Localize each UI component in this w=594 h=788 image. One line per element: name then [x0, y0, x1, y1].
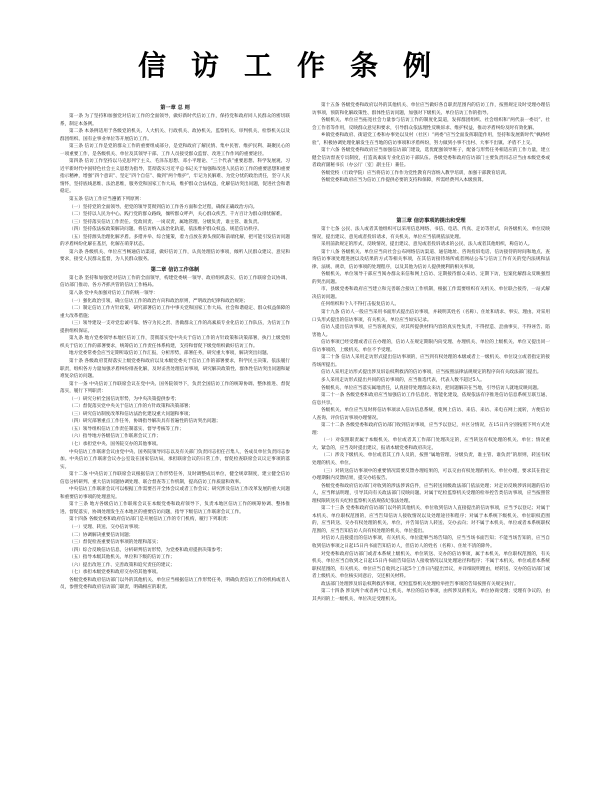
article-paragraph: （二）督促落实党中央关于信访工作的方针政策和决策部署； — [69, 404, 194, 410]
section-spacer — [312, 185, 550, 215]
article-paragraph: 第二十三条 党委和政府信访部门以外的其他机关、单位收到信访人直接提出的信访事项，应当予以登记；对属于本机关、单位职权范围的，应当告知信访人接收情况以及处理途径和程序；对属于本系统下级机关、单位职权范围的，应当转送、交办有权处理的机关、单位，并告知信访人转送、交办去向；对不属于本机关、单位或者本系统职权范围的，应当告知信访人向有权处理的机关、单位提出。 — [312, 506, 550, 534]
article-paragraph: 政法部门处理涉及诉讼权利救济事项、纪检监察机关处理检举控告事项的告知按照有关规定执行。 — [321, 581, 519, 587]
article-paragraph: 第九条 地方党委领导本地区信访工作，贯彻落实党中央关于信访工作的方针政策和决策部署，执行上级党组织关于信访工作的部署要求，统筹信访工作责任体系构建，支持和督促下级党组织做好信访工作。 — [60, 336, 290, 349]
article-paragraph: （二）协调解决重要信访问题； — [69, 532, 134, 538]
article-paragraph: （一）对依照职责属于本级机关、单位或者其工作部门处理决定的，应当转送有权处理的机关、单位；情况重大、紧急的，应当及时提出建议，报请本级党委和政府决定。 — [312, 438, 550, 451]
article-paragraph: 对党委和政府信访部门或者本系统上级机关、单位转送、交办的信访事项，属于本机关、单位职权范围的，有关机关、单位应当自收到之日起15日内书面告知信访人接收情况以及处理途径和程序；不属于本机关、单位或者本系统职权范围的，有关机关、单位应当自收到之日起5个工作日内提出异议，并详细说明理由，经转送、交办的信访部门或者上级机关、单位核实同意后，交还相关材料。 — [312, 551, 550, 580]
right-text-column — [312, 102, 550, 780]
article-paragraph: （四）综合反映信访信息，分析研判信访形势，为党委和政府提供决策参考； — [69, 547, 226, 553]
article-paragraph: 信访事项已经受理或者正在办理的，信访人在规定期限内向受理、办理机关、单位的上级机关、单位又提出同一信访事项的，上级机关、单位不予受理。 — [312, 340, 550, 353]
article-paragraph: （二）坚持以人民为中心。践行党的群众路线，倾听群众呼声，关心群众疾苦，千方百计为群众排忧解难。 — [69, 212, 285, 218]
article-paragraph: 第十七条 公民、法人或者其他组织可以采用信息网络、书信、电话、传真、走访等形式，向各级机关、单位反映情况，提出建议、意见或者投诉请求，有关机关、单位应当依规依法处理。 — [312, 227, 550, 240]
article-paragraph: 第十四条 各级党委和政府信访部门是开展信访工作的专门机构，履行下列职责： — [69, 517, 232, 523]
article-paragraph: 乡镇党委和政府、街道党工委和办事处以及村（社区）“两委”应当全面发挥职能作用，坚持和发展新时代“枫桥经验”，积极协调处理化解发生在当地的信访事项和矛盾纠纷，努力做到小事不出村、大事不出镇、矛盾不上交。 — [312, 133, 550, 146]
article-paragraph: 各级党委和政府应当为信访工作提供必要的支持和保障，所需经费列入本级预算。 — [321, 178, 487, 184]
article-paragraph: 中央信访工作联席会议由党中央、国务院领导同志以及有关部门负责同志担任召集人，各成员单位负责同志参加。中央信访工作联席会议办公室设在国家信访局，承担联席会议的日常工作，督促检查联席会议议定事项的落实。 — [60, 449, 290, 470]
article-paragraph: （一）研究分析全国信访形势，为中央决策提供参考； — [69, 396, 180, 402]
article-paragraph: 第十九条 信访人一般应当采用书面形式提出信访事项，并载明其姓名（名称）、住址和请求、事实、理由。对采用口头形式提出的信访事项，有关机关、单位应当如实记录。 — [312, 310, 550, 323]
article-paragraph: 各级机关、单位应当及时将信访事项录入信访信息系统，使网上信访、来信、来访、来电在网上流转，方便信访人查询、评价信访事项办理情况。 — [312, 408, 550, 421]
article-paragraph: 信访人采用走访形式提出涉及诉讼权利救济的信访事项，应当按照法律法规规定的程序向有关政法部门提出。 — [321, 370, 542, 376]
article-paragraph: 第十三条 地方各级信访工作联席会议在本级党委和政府领导下，负责本地区信访工作的统筹协调、整体推进、督促落实，协调处理发生在本地区的重要信访问题，指导下级信访工作联席会议工作。 — [60, 502, 290, 515]
article-paragraph: （五）领导组织信访工作责任制落实、督导考核等工作； — [69, 426, 184, 432]
article-paragraph: 对信访人直接提出的信访事项，有关机关、单位能够当场告知的，应当当场书面告知；不能当场告知的，应当自收到信访事项之日起15日内书面告知信访人，但信访人的姓名（名称）、住址不清的除外。 — [312, 536, 550, 549]
article-paragraph: 第十八条 各级机关、单位应当向社会公布网络信访渠道、通信地址、咨询投诉电话、信访接待的时间和地点、查询信访事项处理进展以及结果的方式等相关事项，在其信访接待场所或者网站公布与信访工作有关的党内法规和法律、法规、规章，信访事项的处理程序，以及其他为信访人提供便利的相关事项。 — [312, 249, 550, 270]
article-paragraph: 各级党委和政府信访部门对收到的涉法涉诉信件，应当转送同级政法部门依法处理；对走访反映涉诉问题的信访人，应当释法明理，引导其向有关政法部门反映问题。对属于纪检监察机关受理的检举控告类信访事项，应当按照管理权限转送有关纪检监察机关依规依纪依法处理。 — [312, 483, 550, 504]
article-paragraph: （七）承担本级党委和政府交办的其他事项。 — [69, 570, 161, 576]
article-paragraph: 第二十二条 各级党委和政府信访部门收到信访事项，应当予以登记，并区分情况，在15日内分别按照下列方式处理： — [312, 423, 550, 436]
left-text-column — [60, 102, 290, 780]
article-paragraph: 第四条 信访工作坚持以马克思列宁主义、毛泽东思想、邓小平理论、“三个代表”重要思想、科学发展观、习近平新时代中国特色社会主义思想为指导，贯彻落实习近平总书记关于加强和改进人民信访工作的重要思想和重要指示精神，增强“四个意识”、坚定“四个自信”、做到“两个维护”，牢记为民解难、为党分忧的政治责任，坚守人民情怀，坚持底线思维、法治思维，服务党和国家工作大局，维护群众合法权益，化解信访突出问题，促进社会和谐稳定。 — [60, 159, 290, 195]
article-paragraph: 各级党委和政府信访部门以外的其他机关、单位应当根据信访工作形势任务，明确负责信访工作的机构或者人员，参照党委和政府信访部门职责，明确相应的职责。 — [60, 577, 290, 591]
article-paragraph: （四）研究部署重点工作任务，协调指导解决具有普遍性的信访突出问题； — [69, 419, 221, 425]
article-paragraph: （一）受理、转送、交办信访事项； — [69, 524, 143, 530]
article-paragraph: 第二十一条 各级党委和政府应当加强信访工作信息化、智能化建设，依规依法有序推进信访信息系统互联互通、信息共享。 — [312, 393, 550, 406]
article-paragraph: （四）坚持依法按政策解决问题。将信访纳入法治化轨道，依法维护群众权益、规范信访秩序。 — [69, 227, 262, 233]
article-paragraph: 中央信访工作联席会议可以根据工作需要召开全体会议或者工作会议；研究涉及信访工作改革发展的重大问题和重要信访事项的处理意见。 — [60, 487, 290, 500]
article-paragraph: 各级机关、单位应当拓宽社会力量参与信访工作的制度化渠道，发挥群团组织、社会组织和“两代表一委员”、社会工作者等作用，反映群众意见和要求，引导群众依法理性反映诉求、维护权益，推动矛盾纠纷及时有效化解。 — [312, 118, 550, 131]
article-paragraph: 各级党校（行政学院）应当将信访工作作为党性教育内容纳入教学培训，加强干部教育培训。 — [321, 170, 510, 176]
article-paragraph: 第五条 信访工作应当遵循下列原则： — [69, 197, 144, 203]
article-paragraph: 各级机关、单位领导干部应当阅办群众来信和网上信访、定期接待群众来访、定期下访，包案化解群众反映强烈的突出问题。 — [312, 272, 550, 285]
article-paragraph: 各级机关、单位应当落实属地责任，认真接待处理群众来访，把问题解决在当地，引导信访人就地反映问题。 — [321, 385, 542, 391]
article-paragraph: （三）对转送信访事项中的重要情况需要反馈办理结果的，可以交由有权处理的机关、单位办理，要求其在指定办理期限内反馈结果，提交办结报告。 — [312, 468, 550, 482]
article-paragraph: 第十二条 中央信访工作联席会议根据信访工作形势任务，及时调整成员单位，健全规章制度，建立健全信访信息分析研判、重大信访问题协调处理、联合督查等工作机制，提高信访工作质量和效率。 — [60, 472, 290, 485]
article-paragraph: 第二十四条 涉及两个或者两个以上机关、单位的信访事项，由所涉及的机关、单位协商受理；受理有争议的，由其共同的上一级机关、单位决定受理机关。 — [312, 589, 550, 602]
article-paragraph: （一）坚持党的全面领导。把党的领导贯彻到信访工作各方面和全过程，确保正确政治方向。 — [69, 204, 258, 210]
article-paragraph: 第十六条 各级党委和政府应当加强信访部门建设，选优配强领导班子，配备与形势任务相适应的工作力量，建立健全信访督查专员制度，打造高素质专业化信访干部队伍。各级党委和政府信访部门主要负责同志应当由本级党委或者政府副秘书长（办公厅〔室〕副主任）兼任。 — [312, 148, 550, 169]
article-paragraph: 任何组织和个人不得打击报复信访人。 — [321, 302, 400, 308]
article-paragraph: （三）督促检查重要信访事项的处理和落实； — [69, 540, 161, 546]
article-paragraph: 采用前款规定的形式，反映情况，提出建议、意见或者投诉请求的公民、法人或者其他组织，称信访人。 — [321, 242, 533, 248]
article-paragraph: 第十条 各级政府贯彻落实上级党委和政府以及本级党委关于信访工作的部署要求，科学民主决策、依法履行职责，组织各方力量加强矛盾纠纷排查化解，及时妥善处理信访事项，研究解决政策性、群体性信访突出问题和疑难复杂信访问题。 — [60, 358, 290, 380]
article-paragraph: 市、县级党委和政府应当建立和完善联合接访工作机制，根据工作需要组织有关机关、单位联合接待，一站式解决信访问题。 — [312, 287, 550, 300]
article-paragraph: （五）坚持源头治理化解矛盾。多措并举、综合施策，着力点放在源头预防和前端化解，把可能引发信访问题的矛盾纠纷化解在基层，化解在萌芽状态。 — [60, 234, 290, 248]
article-paragraph: （三）坚持落实信访工作责任。党政同责、一岗双责，属地管理、分级负责，谁主管、谁负责。 — [69, 219, 262, 225]
article-paragraph: 第十一条 中央信访工作联席会议在党中央、国务院领导下，负责全国信访工作的统筹协调、整体推进、督促落实，履行下列职责： — [60, 381, 290, 395]
article-paragraph: （二）制定信访工作方针政策，研究部署信访工作中事关党和国家工作大局、社会和谐稳定、群众权益保障的重大改革措施； — [60, 306, 290, 319]
article-paragraph: 第六条 各级机关、单位应当畅通信访渠道，做好信访工作，认真处理信访事项，倾听人民群众建议、意见和要求，接受人民群众监督，为人民群众服务。 — [60, 249, 290, 263]
chapter-heading: 第三章 信访事项的提出和受理 — [396, 218, 466, 225]
article-paragraph: （七）承担党中央、国务院交办的其他事项。 — [69, 441, 161, 447]
document-title: 信访工作条例 — [137, 49, 456, 82]
article-paragraph: 第十五条 各级党委和政府以外的其他机关、单位应当做好各自职责范围内的信访工作，按照规定及时受理办理信访事项，预防和化解政策性、群体性信访问题，加强对下级机关、单位信访工作的指导。 — [312, 103, 550, 116]
article-paragraph: 第三条 信访工作是党的群众工作的重要组成部分，是党和政府了解民情、集中民智、维护民利、凝聚民心的一项重要工作，是各级机关、单位及其领导干部、工作人员接受群众监督、改进工作作风的重要途径。 — [60, 144, 290, 157]
chapter-heading: 第一章 总 则 — [160, 105, 190, 111]
article-paragraph: （三）研究信访制度改革和信访法治化建设重大问题和事项； — [69, 411, 194, 417]
article-paragraph: （二）涉及下级机关、单位或者其工作人员的，按照“属地管理、分级负责，谁主管、谁负责”的原则，转送有权处理的机关、单位。 — [312, 453, 550, 466]
article-paragraph: 地方党委常委会应当定期听取信访工作汇报，分析形势，部署任务，研究重大事项，解决突出问题。 — [69, 351, 272, 357]
article-paragraph: 第七条 坚持和加强党对信访工作的全面领导，构建党委统一领导、政府组织落实、信访工作联席会议协调、信访部门推动、各方齐抓共管的信访工作格局。 — [60, 275, 290, 289]
article-paragraph: （三）领导建设一支对党忠诚可靠、恪守为民之责、善做群众工作的高素质专业化信访工作队伍，为信访工作提供组织保证。 — [60, 321, 290, 334]
article-paragraph: 第一条 为了坚持和加强党对信访工作的全面领导，做好新时代信访工作，保持党和政府同人民群众的密切联系，制定本条例。 — [60, 114, 290, 127]
article-paragraph: （六）指导地方各级信访工作联席会议工作； — [69, 434, 161, 440]
article-paragraph: 多人采用走访形式提出共同的信访事项的，应当推选代表，代表人数不超过5人。 — [321, 377, 485, 383]
article-paragraph: （五）指导本级其他机关、单位和下级的信访工作； — [69, 555, 175, 561]
article-paragraph: （一）强化政治引领，确立信访工作的政治方向和政治原则，严明政治纪律和政治规矩； — [69, 298, 249, 304]
article-paragraph: 信访人提出信访事项，应当客观真实，对其所提供材料内容的真实性负责，不得捏造、歪曲事实，不得诬告、陷害他人。 — [312, 325, 550, 338]
article-paragraph: 第八条 党中央加强对信访工作的统一领导： — [69, 291, 158, 297]
article-paragraph: 第二条 本条例适用于各级党的机关、人大机关、行政机关、政协机关、监察机关、审判机关、检察机关以及群团组织、国有企事业单位等开展信访工作。 — [60, 129, 290, 142]
article-paragraph: （六）提出改进工作、完善政策和追究责任的建议； — [69, 562, 175, 568]
article-paragraph: 第二十条 信访人采用走访形式提出信访事项的，应当到有权处理的本级或者上一级机关、单位设立或者指定的接待场所提出。 — [312, 355, 550, 368]
chapter-heading: 第二章 信访工作体制 — [150, 266, 200, 273]
